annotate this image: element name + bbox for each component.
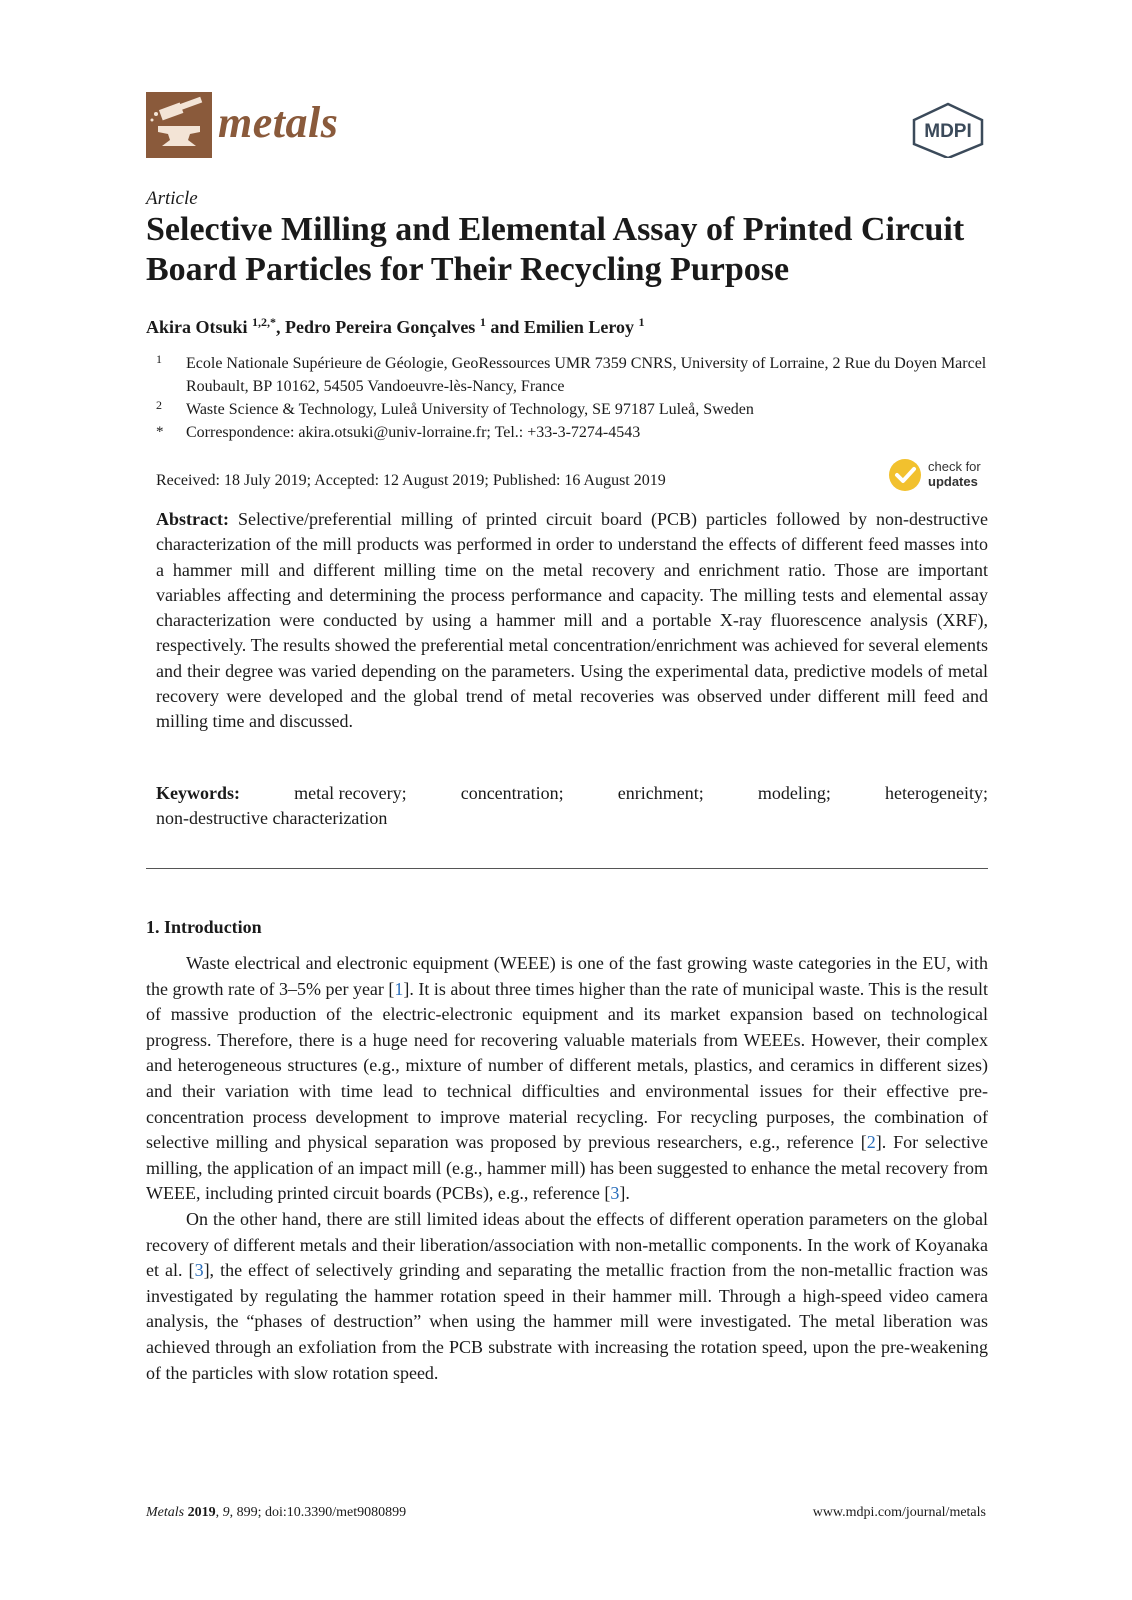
introduction-body (146, 951, 988, 1386)
journal-name: metals (218, 98, 339, 147)
metals-anvil-logo-icon (146, 92, 212, 158)
check-updates-line2: updates (928, 474, 978, 489)
check-updates-line1: check for (928, 459, 981, 474)
abstract-text: Selective/preferential milling of printed circuit board (PCB) particles followed by non-destructive characterization of the mill products was performed in order to understand the effects of different feed masses into a hammer mill and different milling time on the metal recovery and enrichment ratio. Those are important variables affecting and determining the process performance and capacity. The milling tests and elemental assay characterization were conducted by using a hammer mill and a portable X-ray fluorescence analysis (XRF), respectively. The results showed the preferential metal concentration/enrichment was achieved for several elements and their degree was varied depending on the parameters. Using the experimental data, predictive models of metal recovery were developed and the global trend of metal recoveries was observed under different mill feed and milling time and discussed. (156, 509, 989, 732)
author-affil-mark: 1 (479, 315, 486, 329)
mdpi-logo-text: MDPI (924, 121, 972, 142)
author-affil-mark: 1 (638, 315, 645, 329)
keywords (156, 781, 988, 831)
citation-footer: Metals 2019, 9, 899; doi:10.3390/met9080899 (146, 1505, 407, 1520)
paragraph-text: ]. (619, 1183, 630, 1204)
keyword: enrichment; (617, 783, 704, 803)
abstract (156, 507, 988, 735)
journal-header (146, 92, 986, 162)
keyword: concentration; (460, 783, 564, 803)
footer-volume: 9 (222, 1505, 230, 1520)
correspondence-item (146, 421, 996, 444)
section-divider (146, 868, 988, 869)
abstract-label: Abstract: (156, 509, 229, 529)
paragraph (146, 1207, 988, 1386)
author-separator: , (276, 317, 286, 337)
publication-dates: Received: 18 July 2019; Accepted: 12 August 2019; Published: 16 August 2019 (156, 472, 666, 489)
affiliation-mark: 1 (156, 352, 162, 366)
section-heading: 1. Introduction (146, 917, 262, 937)
check-updates-text (928, 459, 981, 489)
citation-link[interactable]: 1 (394, 978, 404, 999)
author-separator: and (485, 317, 524, 337)
author-name[interactable]: Pedro Pereira Gonçalves (285, 317, 476, 337)
author-name[interactable]: Emilien Leroy (523, 317, 635, 337)
paragraph (146, 951, 988, 1207)
keyword: non-destructive characterization (156, 808, 388, 828)
footer-year: 2019 (187, 1505, 216, 1520)
affiliation-list (146, 352, 996, 444)
check-for-updates-badge[interactable] (888, 458, 998, 494)
author-name[interactable]: Akira Otsuki (146, 317, 248, 337)
footer-url[interactable]: www.mdpi.com/journal/metals (812, 1505, 986, 1520)
author-list (146, 315, 645, 338)
mdpi-logo-icon (910, 102, 986, 158)
keyword: metal recovery; (294, 783, 407, 803)
keywords-label: Keywords: (156, 783, 240, 803)
paragraph-text: Waste electrical and electronic equipment (WEEE) is one of the fast growing waste categories in the EU, with the growth rate of 3–5% per year [ (146, 953, 988, 999)
keyword: heterogeneity; (885, 783, 988, 803)
correspondence-mark: * (156, 424, 164, 440)
footer-journal: Metals (146, 1505, 185, 1520)
article-type: Article (146, 188, 198, 209)
paragraph-text: ]. It is about three times higher than the rate of municipal waste. This is the result of massive production of the electric-electronic equipment and its market expansion based on technological progress. Therefore, there is a huge need for recovering valuable materials from WEEEs. However, their complex and heterogeneous structures (e.g., mixture of number of different metals, plastics, and ceramics in different sizes) and their variation with time lead to technical difficulties and environmental issues for their effective pre-concentration process development to improve material recycling. For recycling purposes, the combination of selective milling and physical separation was proposed by previous researchers, e.g., reference [ (146, 978, 988, 1153)
affiliation-item (146, 352, 996, 398)
affiliation-text: Waste Science & Technology, Luleå University of Technology, SE 97187 Luleå, Sweden (186, 401, 754, 418)
affiliation-item (146, 398, 996, 421)
keywords-line (156, 781, 988, 806)
paragraph-text: On the other hand, there are still limited ideas about the effects of different operation parameters on the global recovery of different metals and their liberation/association with non-metallic components. In the work of Koyanaka et al. [ (146, 1208, 988, 1281)
paragraph-text: ], the effect of selectively grinding and separating the metallic fraction from the non-metallic fraction was investigated by regulating the hammer rotation speed in their hammer mill. Through a high-speed video camera analysis, the “phases of destruction” when using the hammer mill were investigated. The metal liberation was achieved through an exfoliation from the PCB substrate with increasing the rotation speed, upon the pre-weakening of the particles with slow rotation speed. (146, 1260, 988, 1383)
keyword: modeling; (757, 783, 831, 803)
paper-title: Selective Milling and Elemental Assay of Printed Circuit Board Particles for Their Recycling Purpose (146, 211, 965, 288)
affiliation-mark: 2 (156, 398, 162, 412)
affiliation-text: Ecole Nationale Supérieure de Géologie, GeoRessources UMR 7359 CNRS, University of Lorraine, 2 Rue du Doyen Marcel Roubault, BP 10162, 54505 Vandoeuvre-lès-Nancy, France (186, 355, 987, 395)
paragraph-text: ]. For selective milling, the application of an impact mill (e.g., hammer mill) has been suggested to enhance the metal recovery from WEEE, including printed circuit boards (PCBs), e.g., reference [ (146, 1132, 988, 1204)
checkmark-circle-icon (888, 458, 922, 492)
correspondence-text[interactable]: Correspondence: akira.otsuki@univ-lorraine.fr; Tel.: +33-3-7274-4543 (186, 424, 641, 441)
citation-link[interactable]: 3 (194, 1260, 204, 1281)
footer-doi[interactable]: , 899; doi:10.3390/met9080899 (229, 1505, 407, 1520)
citation-link[interactable]: 2 (866, 1132, 876, 1153)
author-affil-mark: 1,2,* (252, 315, 277, 329)
citation-link[interactable]: 3 (610, 1183, 620, 1204)
